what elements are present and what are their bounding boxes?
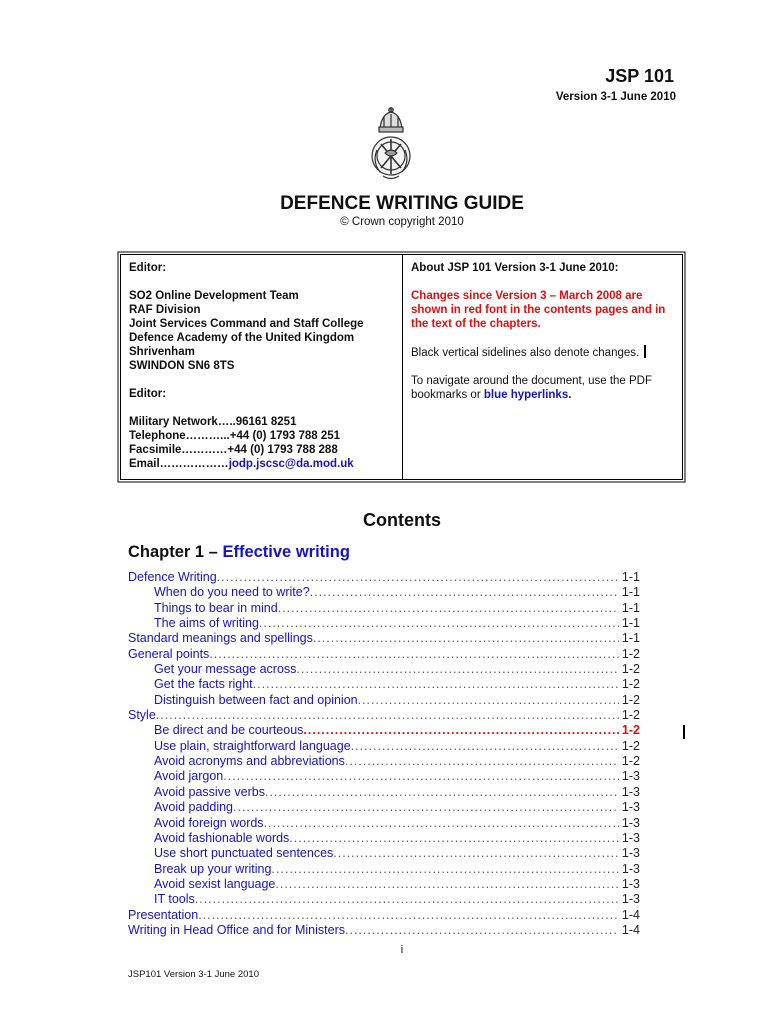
- toc-entry[interactable]: [128, 693, 640, 708]
- toc-entry[interactable]: [128, 831, 640, 846]
- editor-details: [121, 255, 403, 479]
- toc-entry-label[interactable]: Avoid sexist language: [154, 876, 276, 891]
- toc-leader-dots: [271, 862, 619, 876]
- toc-leader-dots: [345, 754, 619, 768]
- toc-entry-label[interactable]: General points: [128, 646, 210, 661]
- toc-entry-page: 1-3: [621, 861, 640, 876]
- address-line: Shrivenham: [129, 346, 195, 358]
- toc-leader-dots: [195, 892, 619, 906]
- toc-entry-page: 1-2: [621, 708, 640, 723]
- toc-entry[interactable]: [128, 816, 640, 831]
- info-box: [120, 254, 683, 480]
- toc-entry-page: 1-3: [621, 830, 640, 845]
- toc-entry-page: 1-4: [621, 922, 640, 937]
- toc-leader-dots: [223, 769, 619, 783]
- toc-entry-label[interactable]: Use short punctuated sentences: [154, 846, 334, 861]
- toc-entry[interactable]: [128, 616, 640, 631]
- toc-entry[interactable]: [128, 631, 640, 646]
- navigate-note: To navigate around the document, use the PDF bookmarks or: [411, 375, 653, 401]
- toc-leader-dots: [313, 631, 619, 645]
- toc-leader-dots: [310, 585, 619, 599]
- toc-leader-dots: [253, 677, 619, 691]
- toc-entry-label[interactable]: Be direct and be courteous: [154, 723, 304, 738]
- toc-entry-label[interactable]: Get the facts right: [154, 677, 253, 692]
- facsimile: Facsimile…………+44 (0) 1793 788 288: [129, 444, 338, 456]
- toc-entry-label[interactable]: Style: [128, 708, 156, 723]
- toc-entry[interactable]: [128, 601, 640, 616]
- document-version: Version 3-1 June 2010: [555, 91, 676, 103]
- toc-entry-label[interactable]: Avoid fashionable words: [154, 830, 290, 845]
- toc-entry-page: 1-1: [621, 631, 640, 646]
- change-sideline-icon: [683, 725, 685, 739]
- toc-entry-page: 1-1: [621, 585, 640, 600]
- changes-note: Changes since Version 3 – March 2008 are shown in red font in the contents pages and in the text of the chapters.: [411, 290, 666, 330]
- toc-entry-page: 1-3: [621, 892, 640, 907]
- toc-entry[interactable]: [128, 585, 640, 600]
- document-title: DEFENCE WRITING GUIDE: [280, 193, 524, 214]
- sidelines-note: Black vertical sidelines also denote changes.: [411, 347, 640, 359]
- document-code: JSP 101: [605, 66, 674, 86]
- email-link[interactable]: jodp.jscsc@da.mod.uk: [228, 458, 354, 470]
- toc-entry[interactable]: [128, 877, 640, 892]
- toc-entry-label[interactable]: Presentation: [128, 907, 199, 922]
- toc-entry-page: 1-3: [621, 769, 640, 784]
- address-line: Joint Services Command and Staff College: [129, 318, 364, 330]
- toc-entry-label[interactable]: Avoid padding: [154, 800, 234, 815]
- toc-entry[interactable]: [128, 662, 640, 677]
- toc-entry-page: 1-2: [621, 692, 640, 707]
- toc-entry-page: 1-1: [621, 600, 640, 615]
- toc-leader-dots: [209, 647, 619, 661]
- toc-entry-page: 1-3: [621, 784, 640, 799]
- chapter-number: Chapter 1 –: [128, 543, 223, 561]
- toc-entry[interactable]: [128, 647, 640, 662]
- chapter-heading: [128, 543, 350, 562]
- about-heading: About JSP 101 Version 3-1 June 2010:: [411, 262, 619, 274]
- toc-entry-label[interactable]: When do you need to write?: [154, 585, 310, 600]
- toc-entry[interactable]: [128, 570, 640, 585]
- toc-entry-label[interactable]: Avoid jargon: [154, 769, 224, 784]
- toc-entry-page: 1-3: [621, 876, 640, 891]
- toc-entry-label[interactable]: Things to bear in mind: [154, 600, 278, 615]
- toc-entry-label[interactable]: Writing in Head Office and for Ministers: [128, 922, 345, 937]
- change-sideline-icon: [644, 345, 646, 358]
- toc-entry-label[interactable]: Use plain, straightforward language: [154, 738, 351, 753]
- toc-entry-page: 1-1: [621, 570, 640, 584]
- toc-leader-dots: [259, 616, 619, 630]
- toc-entry[interactable]: [128, 739, 640, 754]
- about-version: [403, 255, 682, 479]
- toc-leader-dots: [233, 800, 619, 814]
- toc-entry-page: 1-2: [621, 754, 640, 769]
- toc-entry-page: 1-3: [621, 800, 640, 815]
- toc-leader-dots: [296, 662, 619, 676]
- editor-heading: Editor:: [129, 262, 167, 274]
- toc-entry-page: 1-4: [621, 907, 640, 922]
- toc-entry[interactable]: [128, 846, 640, 861]
- toc-leader-dots: [289, 831, 619, 845]
- toc-leader-dots: [275, 877, 619, 891]
- toc-entry-label[interactable]: Avoid acronyms and abbreviations: [154, 754, 345, 769]
- military-network: Military Network…..96161 8251: [129, 416, 297, 428]
- toc-entry-label[interactable]: Defence Writing: [128, 570, 217, 584]
- toc-entry[interactable]: [128, 923, 640, 938]
- toc-entry[interactable]: [128, 785, 640, 800]
- toc-entry-page: 1-3: [621, 815, 640, 830]
- toc-entry-label[interactable]: Break up your writing: [154, 861, 272, 876]
- toc-entry-page: 1-3: [621, 846, 640, 861]
- toc-leader-dots: [264, 816, 619, 830]
- toc-leader-dots: [303, 723, 619, 737]
- address-line: RAF Division: [129, 304, 201, 316]
- toc-entry[interactable]: [128, 862, 640, 877]
- toc-leader-dots: [358, 693, 619, 707]
- toc-entry-page: 1-2: [621, 723, 640, 738]
- toc-entry[interactable]: [128, 754, 640, 769]
- toc-entry-label[interactable]: Avoid passive verbs: [154, 784, 265, 799]
- toc-entry[interactable]: [128, 677, 640, 692]
- address-line: SO2 Online Development Team: [129, 290, 299, 302]
- toc-leader-dots: [333, 846, 619, 860]
- toc-leader-dots: [265, 785, 619, 799]
- copyright-notice: © Crown copyright 2010: [340, 216, 464, 228]
- toc-leader-dots: [351, 739, 619, 753]
- email-label: Email………………: [129, 458, 229, 470]
- toc-leader-dots: [156, 708, 619, 722]
- address-line: SWINDON SN6 8TS: [129, 360, 235, 372]
- contents-heading: Contents: [363, 510, 441, 530]
- toc-entry-page: 1-2: [621, 677, 640, 692]
- toc-entry-page: 1-1: [621, 616, 640, 631]
- toc-entry[interactable]: [128, 769, 640, 784]
- toc-entry-label[interactable]: Get your message across: [154, 662, 297, 677]
- toc-entry[interactable]: [128, 723, 640, 738]
- toc-leader-dots: [278, 601, 619, 615]
- page-number: i: [400, 944, 404, 956]
- toc-entry-page: 1-2: [621, 738, 640, 753]
- telephone: Telephone………...+44 (0) 1793 788 251: [129, 430, 341, 442]
- toc-entry-label[interactable]: Standard meanings and spellings: [128, 631, 313, 646]
- toc-entry-page: 1-2: [621, 646, 640, 661]
- toc-entry[interactable]: [128, 892, 640, 907]
- chapter-title-link[interactable]: Effective writing: [222, 543, 350, 561]
- toc-entry-label[interactable]: IT tools: [154, 892, 195, 907]
- hyperlinks-link[interactable]: blue hyperlinks.: [483, 389, 572, 401]
- toc-leader-dots: [217, 570, 619, 584]
- royal-crest-icon: [368, 106, 414, 184]
- page-footer: JSP101 Version 3-1 June 2010: [128, 969, 259, 980]
- toc-entry[interactable]: [128, 908, 640, 923]
- toc-entry-page: 1-2: [621, 662, 640, 677]
- table-of-contents: [128, 570, 640, 938]
- toc-entry[interactable]: [128, 800, 640, 815]
- toc-leader-dots: [345, 923, 619, 937]
- toc-entry-label[interactable]: Avoid foreign words: [154, 815, 264, 830]
- address-line: Defence Academy of the United Kingdom: [129, 332, 355, 344]
- toc-entry-label[interactable]: The aims of writing: [154, 616, 259, 631]
- toc-entry[interactable]: [128, 708, 640, 723]
- toc-leader-dots: [198, 908, 619, 922]
- toc-entry-label[interactable]: Distinguish between fact and opinion: [154, 692, 358, 707]
- editor-heading-2: Editor:: [129, 388, 167, 400]
